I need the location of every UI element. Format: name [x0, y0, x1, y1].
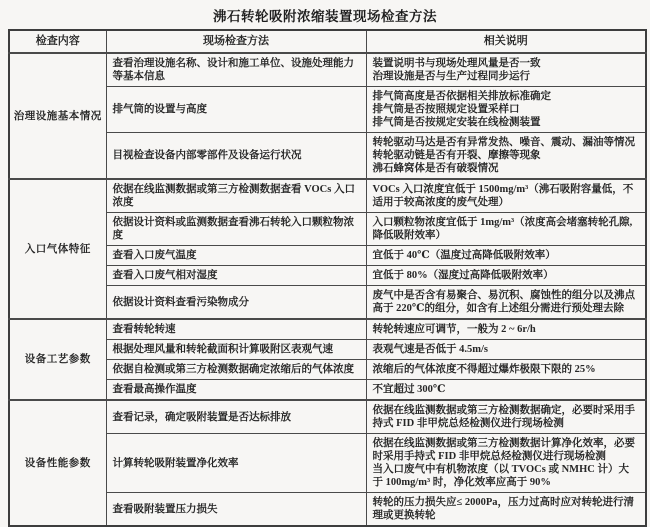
notes-cell [366, 286, 646, 320]
table-body [9, 53, 646, 526]
note-line: 依据在线监测数据或第三方检测数据确定，必要时采用手持式 FID 非甲烷总烃检测仪进行现场检测 [372, 405, 635, 429]
note-line: 宜低于 80%（湿度过高降低吸附效率） [372, 270, 554, 281]
notes-cell [366, 319, 646, 340]
method-cell: 查看最高操作温度 [106, 380, 366, 401]
method-cell: 根据处理风量和转轮截面积计算吸附区表观气速 [106, 340, 366, 360]
table-header-row [9, 30, 646, 53]
method-cell: 目视检查设备内部零部件及设备运行状况 [106, 133, 366, 180]
method-cell: 依据在线监测数据或第三方检测数据查看 VOCs 入口浓度 [106, 179, 366, 213]
note-line: 转轮驱动链是否有开裂、摩擦等现象 [372, 150, 541, 161]
note-line: 转轮驱动马达是否有异常发热、噪音、震动、漏油等情况 [372, 137, 635, 148]
method-cell: 依据自检测或第三方检测数据确定浓缩后的气体浓度 [106, 360, 366, 380]
note-line: 宜低于 40℃（温度过高降低吸附效率） [372, 250, 556, 261]
notes-cell [366, 87, 646, 133]
note-line: 转轮转速应可调节，一般为 2 ~ 6r/h [372, 324, 536, 335]
notes-cell [366, 246, 646, 266]
notes-cell [366, 360, 646, 380]
note-line: 转轮的压力损失应≤ 2000Pa，压力过高时应对转轮进行清理或更换转轮 [372, 497, 635, 521]
header-cell-site-inspection-method: 现场检查方法 [106, 30, 366, 53]
table-row [9, 319, 646, 340]
notes-cell [366, 213, 646, 246]
method-cell: 查看记录，确定吸附装置是否达标排放 [106, 400, 366, 434]
category-cell: 入口气体特征 [9, 179, 106, 319]
note-line: VOCs 入口浓度宜低于 1500mg/m³（沸石吸附容量低，不适用于较高浓度的废气处理） [372, 184, 634, 208]
note-line: 治理设施是否与生产过程同步运行 [372, 71, 530, 82]
notes-cell [366, 179, 646, 213]
notes-cell [366, 400, 646, 434]
category-cell: 设备性能参数 [9, 400, 106, 526]
method-cell: 查看入口废气相对湿度 [106, 266, 366, 286]
note-line: 入口颗粒物浓度宜低于 1mg/m³（浓度高会堵塞转轮孔隙,降低吸附效率） [372, 217, 633, 241]
notes-cell [366, 53, 646, 87]
notes-cell [366, 266, 646, 286]
method-cell: 查看入口废气温度 [106, 246, 366, 266]
note-line: 废气中是否含有易聚合、易沉积、腐蚀性的组分以及沸点高于 220℃的组分，如含有上述组分需进行预处理去除 [372, 290, 635, 314]
note-line: 依据在线监测数据或第三方检测数据计算净化效率，必要时采用手持式 FID 非甲烷总烃检测仪进行现场检测 [372, 438, 635, 462]
header-cell-related-notes: 相关说明 [366, 30, 646, 53]
note-line: 排气筒是否按规定安装在线检测装置 [372, 117, 541, 128]
method-cell: 计算转轮吸附装置净化效率 [106, 434, 366, 493]
note-line: 沸石蜂窝体是否有破裂情况 [372, 163, 499, 174]
method-cell: 排气筒的设置与高度 [106, 87, 366, 133]
note-line: 装置说明书与现场处理风量是否一致 [372, 58, 541, 69]
inspection-table [8, 29, 647, 527]
method-cell: 查看治理设施名称、设计和施工单位、设施处理能力等基本信息 [106, 53, 366, 87]
notes-cell [366, 133, 646, 180]
note-line: 当入口废气中有机物浓度（以 TVOCs 或 NMHC 计）大于 100mg/m³ 时，净化效率应高于 90% [372, 464, 629, 488]
category-cell: 治理设施基本情况 [9, 53, 106, 179]
note-line: 排气筒高度是否依据相关排放标准确定 [372, 91, 551, 102]
table-row [9, 179, 646, 213]
notes-cell [366, 340, 646, 360]
notes-cell [366, 380, 646, 401]
note-line: 浓缩后的气体浓度不得超过爆炸极限下限的 25% [372, 364, 596, 375]
note-line: 不宜超过 300℃ [372, 384, 446, 395]
method-cell: 依据设计资料或监测数据查看沸石转轮入口颗粒物浓度 [106, 213, 366, 246]
table-row [9, 53, 646, 87]
note-line: 表观气速是否低于 4.5m/s [372, 344, 488, 355]
category-cell: 设备工艺参数 [9, 319, 106, 400]
method-cell: 依据设计资料查看污染物成分 [106, 286, 366, 320]
method-cell: 查看转轮转速 [106, 319, 366, 340]
method-cell: 查看吸附装置压力损失 [106, 493, 366, 527]
notes-cell [366, 493, 646, 527]
page-title: 沸石转轮吸附浓缩装置现场检查方法 [213, 9, 437, 24]
note-line: 排气筒是否按照规定设置采样口 [372, 104, 520, 115]
table-row [9, 400, 646, 434]
notes-cell [366, 434, 646, 493]
header-cell-inspection-content: 检查内容 [9, 30, 106, 53]
